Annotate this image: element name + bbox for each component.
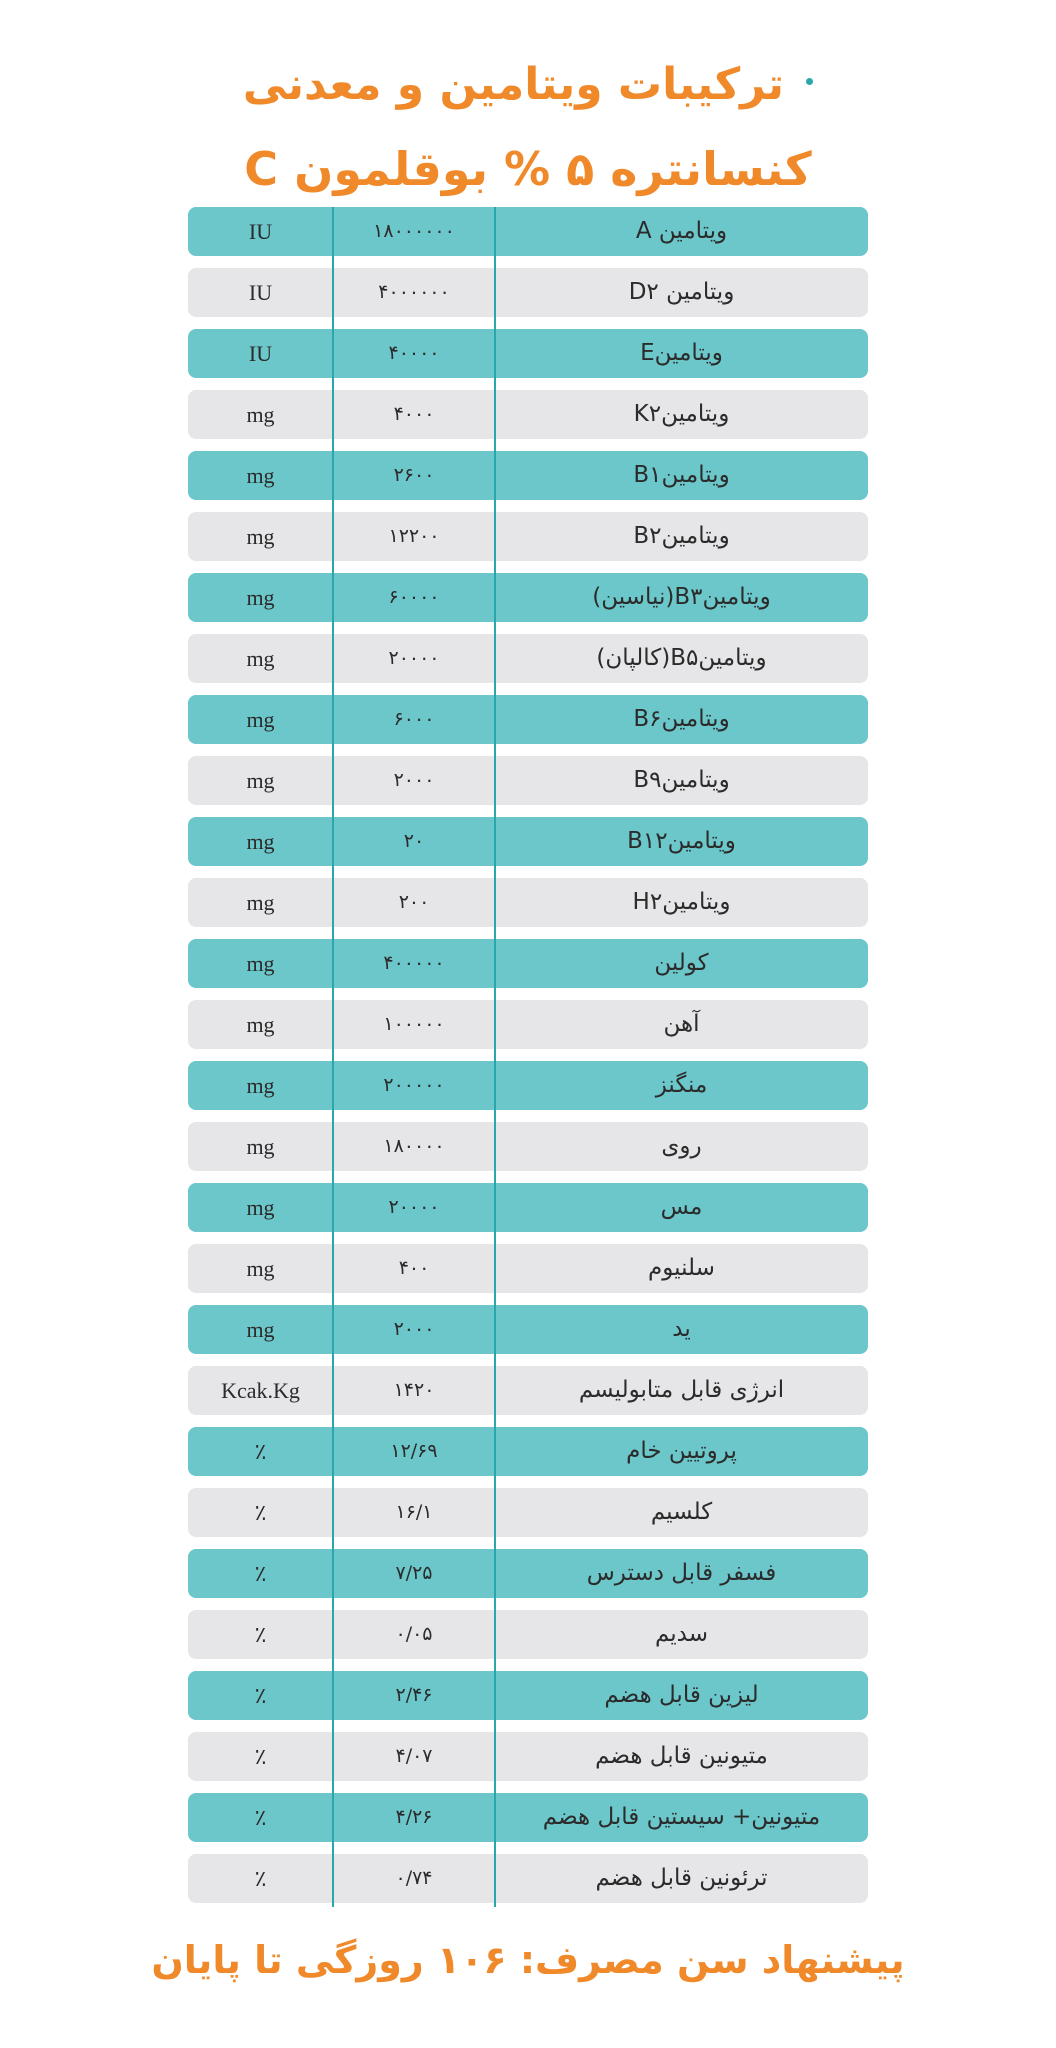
nutrient-amount: ۱۰۰۰۰۰ (383, 1013, 445, 1035)
table-row (188, 1488, 868, 1537)
nutrient-amount: ۴۰۰ (398, 1257, 430, 1279)
nutrient-amount: ۲/۴۶ (395, 1684, 433, 1706)
title-line-2: کنسانتره ۵ % بوقلمون C (244, 142, 812, 196)
nutrient-name: متیونین قابل هضم (595, 1743, 768, 1769)
nutrient-name: روی (661, 1133, 702, 1159)
bullet-icon (806, 78, 813, 85)
table-row (188, 390, 868, 439)
nutrient-amount: ۴۰۰۰۰ (388, 342, 440, 364)
nutrient-name: ترئونین قابل هضم (595, 1865, 768, 1891)
table-row (188, 1610, 868, 1659)
nutrient-unit: mg (246, 1012, 275, 1037)
nutrient-name: لیزین قابل هضم (604, 1682, 759, 1708)
nutrient-unit: mg (246, 1195, 275, 1220)
nutrient-unit: mg (246, 768, 275, 793)
table-row (188, 756, 868, 805)
nutrient-name: ویتامینB۳(نیاسین) (592, 584, 771, 610)
table-row (188, 634, 868, 683)
nutrient-unit: mg (246, 829, 275, 854)
table-row (188, 1122, 868, 1171)
nutrient-amount: ۲۰۰ (398, 891, 430, 913)
nutrient-name: منگنز (655, 1072, 708, 1098)
nutrient-unit: ٪ (254, 1622, 267, 1647)
nutrient-unit: mg (246, 707, 275, 732)
nutrient-amount: ۴۰۰۰۰۰۰ (378, 281, 450, 303)
nutrient-amount: ۱۸۰۰۰۰ (383, 1135, 445, 1157)
nutrient-unit: mg (246, 1134, 275, 1159)
nutrient-name: ویتامینK۲ (633, 401, 730, 427)
nutrient-name: مس (660, 1194, 703, 1220)
table-row (188, 1427, 868, 1476)
nutrient-amount: ۶۰۰۰۰ (388, 586, 440, 608)
table-row (188, 1732, 868, 1781)
nutrient-unit: mg (246, 1256, 275, 1281)
nutrient-name: ویتامینH۲ (632, 889, 731, 915)
table-row (188, 695, 868, 744)
nutrient-name: سدیم (654, 1621, 709, 1647)
nutrient-unit: mg (246, 585, 275, 610)
table-row (188, 1366, 868, 1415)
nutrient-amount: ۴/۰۷ (395, 1745, 433, 1767)
nutrient-unit: Kcak.Kg (221, 1378, 300, 1403)
nutrient-name: ویتامینB۲ (633, 523, 730, 549)
nutrient-amount: ۱۲/۶۹ (390, 1440, 438, 1462)
nutrient-name: ویتامین D۲ (628, 279, 735, 305)
title-text-1: ترکیبات ویتامین و معدنی (242, 59, 785, 110)
table-row (188, 451, 868, 500)
nutrient-unit: ٪ (254, 1439, 267, 1464)
nutrient-name: کولین (654, 950, 709, 976)
nutrient-name: سلنیوم (648, 1255, 715, 1281)
table-row (188, 1183, 868, 1232)
table-row (188, 939, 868, 988)
nutrient-unit: mg (246, 646, 275, 671)
nutrient-unit: mg (246, 890, 275, 915)
nutrient-unit: ٪ (254, 1805, 267, 1830)
table-row (188, 329, 868, 378)
nutrient-amount: ۱۶/۱ (395, 1501, 433, 1523)
nutrient-amount: ۴۰۰۰ (393, 403, 435, 425)
nutrient-amount: ۲۰۰۰ (393, 769, 435, 791)
table-row (188, 1000, 868, 1049)
nutrient-amount: ۱۴۲۰ (393, 1379, 435, 1401)
nutrient-name: ویتامینB۵(کالپان) (596, 645, 767, 671)
nutrient-unit: mg (246, 1317, 275, 1342)
nutrient-amount: ۲۰۰۰ (393, 1318, 435, 1340)
nutrient-amount: ۲۰۰۰۰ (388, 1196, 440, 1218)
table-row (188, 1244, 868, 1293)
nutrient-amount: ۲۶۰۰ (393, 464, 435, 486)
nutrient-name: ویتامینB۱۲ (627, 828, 736, 854)
table-row (188, 207, 868, 256)
table-row (188, 1305, 868, 1354)
nutrient-amount: ۱۲۲۰۰ (388, 525, 440, 547)
nutrient-unit: IU (248, 219, 273, 244)
nutrient-amount: ۲۰ (403, 830, 425, 852)
nutrient-unit: mg (246, 1073, 275, 1098)
nutrient-name: فسفر قابل دسترس (586, 1560, 777, 1586)
table-row (188, 878, 868, 927)
nutrient-amount: ۰/۰۵ (395, 1623, 433, 1645)
table-row (188, 1061, 868, 1110)
table-row (188, 573, 868, 622)
nutrient-name: ویتامینE (640, 340, 723, 366)
title-line-1 (0, 50, 1056, 120)
nutrient-amount: ۴/۲۶ (395, 1806, 433, 1828)
nutrient-unit: IU (248, 280, 273, 305)
nutrient-unit: mg (246, 463, 275, 488)
nutrient-unit: ٪ (254, 1744, 267, 1769)
nutrient-name: ید (672, 1316, 691, 1342)
usage-recommendation: پیشنهاد سن مصرف: ۱۰۶ روزگی تا پایان (151, 1938, 905, 1982)
nutrient-name: کلسیم (650, 1499, 713, 1525)
nutrient-unit: mg (246, 402, 275, 427)
table-row (188, 817, 868, 866)
nutrient-amount: ۲۰۰۰۰۰ (383, 1074, 445, 1096)
nutrient-name: انرژی قابل متابولیسم (578, 1377, 785, 1403)
nutrient-name: ویتامین A (635, 218, 728, 244)
table-row (188, 1549, 868, 1598)
nutrient-amount: ۶۰۰۰ (393, 708, 435, 730)
header (0, 50, 1056, 204)
nutrient-unit: mg (246, 524, 275, 549)
table-row (188, 1793, 868, 1842)
column-divider-right (494, 207, 496, 1907)
table-row (188, 1854, 868, 1903)
nutrient-amount: ۱۸۰۰۰۰۰۰ (373, 220, 455, 242)
nutrient-name: ویتامینB۶ (633, 706, 730, 732)
nutrient-unit: ٪ (254, 1500, 267, 1525)
nutrient-unit: mg (246, 951, 275, 976)
nutrient-name: ویتامینB۹ (633, 767, 730, 793)
nutrient-unit: ٪ (254, 1866, 267, 1891)
nutrient-amount: ۷/۲۵ (395, 1562, 433, 1584)
nutrient-amount: ۰/۷۴ (395, 1867, 433, 1889)
nutrient-unit: ٪ (254, 1683, 267, 1708)
nutrient-name: آهن (663, 1011, 700, 1037)
table-row (188, 1671, 868, 1720)
nutrient-name: ویتامینB۱ (633, 462, 730, 488)
nutrient-amount: ۴۰۰۰۰۰ (383, 952, 445, 974)
nutrient-name: پروتیین خام (626, 1438, 737, 1464)
table-row (188, 268, 868, 317)
nutrient-unit: ٪ (254, 1561, 267, 1586)
nutrient-unit: IU (248, 341, 273, 366)
table-row (188, 512, 868, 561)
nutrient-name: متیونین+ سیستین قابل هضم (542, 1804, 821, 1830)
nutrient-amount: ۲۰۰۰۰ (388, 647, 440, 669)
column-divider-left (332, 207, 334, 1907)
